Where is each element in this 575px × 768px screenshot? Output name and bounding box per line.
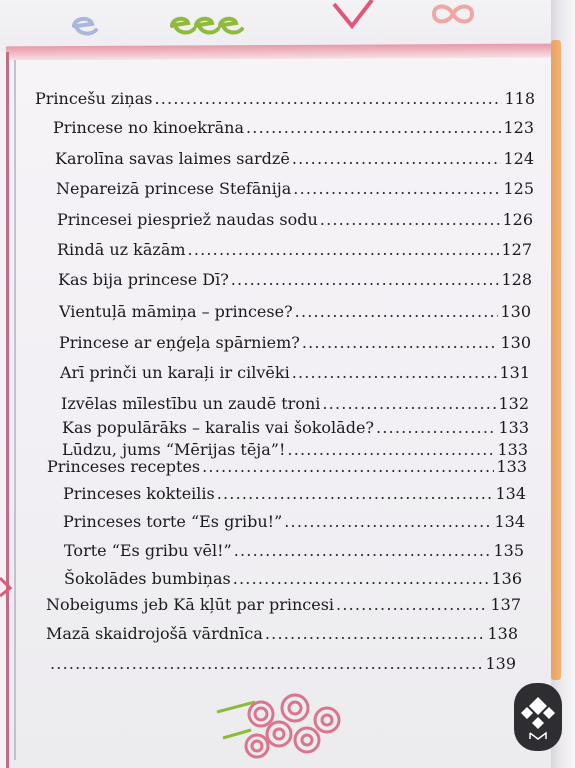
toc-entry	[61, 394, 529, 413]
toc-entry	[56, 179, 534, 198]
toc-entry-title: Kas bija princese Dī?	[58, 270, 229, 289]
toc-entry-title: Princese ar eņģeļa spārniem?	[59, 333, 300, 352]
toc-entry-page: 135	[493, 541, 524, 560]
toc-entry-title: Mazā skaidrojošā vārdnīca	[46, 624, 263, 643]
toc-entry-page: 137	[490, 595, 521, 614]
toc-entry-page: 133	[498, 418, 529, 437]
toc-entry-title: Šokolādes bumbiņas	[64, 569, 231, 588]
toc-entry-title: Nepareizā princese Stefānija	[56, 179, 292, 198]
toc-entry-page: 130	[500, 333, 531, 352]
toc-entry-page: 131	[499, 363, 530, 382]
toc-entry	[53, 118, 534, 137]
toc-entry	[60, 363, 530, 382]
toc-entry-page: 123	[503, 118, 534, 137]
toc-entry	[48, 654, 516, 673]
toc-entry-title: Lūdzu, jums “Mērijas tēja”!	[62, 440, 286, 459]
toc-entry-page: 132	[498, 394, 529, 413]
toc-entry	[46, 624, 518, 643]
toc-entry-title: Karolīna savas laimes sardzē	[55, 149, 290, 168]
pink-heart-edge-icon	[0, 574, 14, 600]
watermark-badge	[514, 683, 562, 751]
toc-entry	[46, 595, 521, 614]
toc-entry-page: 133	[496, 457, 527, 476]
toc-entry-page: 134	[495, 484, 526, 503]
toc-entry	[63, 512, 525, 531]
toc-entry	[47, 457, 527, 476]
toc-entry-title: Princese no kinoekrāna	[53, 118, 244, 137]
toc-entry-title: Arī prinči un karaļi ir cilvēki	[60, 363, 290, 382]
toc-entry	[57, 210, 533, 229]
toc-entry	[64, 541, 524, 560]
toc-entry-title: Nobeigums jeb Kā kļūt par princesi	[46, 595, 335, 614]
diamond-emblem-icon	[521, 693, 555, 741]
rose-bouquet-icon	[215, 690, 345, 764]
toc-entry-title: Torte “Es gribu vēl!”	[64, 541, 232, 560]
toc-entry	[57, 240, 532, 259]
toc-entry-title: Princešu ziņas	[35, 89, 153, 108]
toc-entry-title: Princesei piespriež naudas sodu	[57, 210, 318, 229]
toc-entry-page: 126	[502, 210, 533, 229]
toc-entry-title: Princeses torte “Es gribu!”	[63, 512, 283, 531]
toc-entry-page: 124	[503, 149, 534, 168]
toc-entry-page: 138	[487, 624, 518, 643]
toc-entry-page: 128	[501, 270, 532, 289]
toc-entry-page: 127	[501, 240, 532, 259]
toc-entry-title: Princeses kokteilis	[63, 484, 215, 503]
toc-entry-page: 134	[494, 512, 525, 531]
toc-entry-title: Rindā uz kāzām	[57, 240, 186, 259]
toc-entry-title: Princeses receptes	[47, 457, 201, 476]
toc-entry-page: 139	[485, 654, 516, 673]
toc-entry	[55, 149, 534, 168]
toc-entry-page: 130	[500, 302, 531, 321]
toc-entry	[59, 302, 531, 321]
toc-entry-page: 125	[503, 179, 534, 198]
toc-entry-title: Izvēlas mīlestību un zaudē troni	[61, 394, 321, 413]
toc-entry	[35, 89, 535, 108]
toc-entry	[63, 484, 526, 503]
toc-entry	[59, 333, 531, 352]
toc-entry-title: Kas populārāks – karalis vai šokolāde?	[62, 418, 374, 437]
toc-entry	[64, 569, 522, 588]
toc-entry-title: Vientuļā māmiņa – princese?	[59, 302, 293, 321]
toc-entry	[58, 270, 532, 289]
toc-entry	[62, 418, 529, 437]
toc-entry-page: 133	[497, 440, 528, 459]
toc-entry-page: 118	[504, 89, 535, 108]
toc-entry-page: 136	[491, 569, 522, 588]
